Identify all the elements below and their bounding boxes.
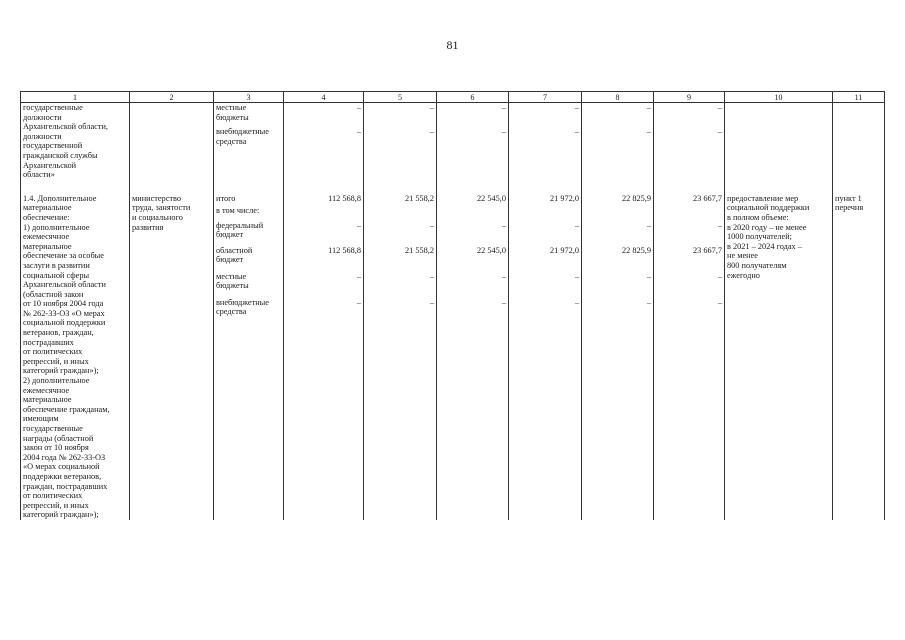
amount-value: – xyxy=(356,103,361,112)
amount-cell xyxy=(509,103,582,180)
text-line: внебюджетные xyxy=(216,297,269,307)
column-number: 1 xyxy=(21,92,130,103)
amount-value: 22 545,0 xyxy=(476,245,506,255)
measure-name-cell xyxy=(21,194,130,520)
amount-value: – xyxy=(717,103,722,112)
amount-cell xyxy=(582,103,654,180)
text-line: 2004 года № 262-33-ОЗ xyxy=(23,452,106,462)
text-line: заслуги в развитии xyxy=(23,260,90,270)
amount-value: – xyxy=(501,220,506,230)
amount-value: – xyxy=(717,220,722,230)
text-line: 800 получателям xyxy=(727,260,787,270)
text-line: внебюджетные xyxy=(216,127,269,136)
amount-value xyxy=(656,206,722,221)
text-line: области» xyxy=(23,170,55,180)
text-line: гражданской службы xyxy=(23,150,98,160)
text-line: областной xyxy=(216,245,253,255)
text-line: труда, занятости xyxy=(132,203,191,213)
measure-name-cell xyxy=(21,103,130,180)
text-line: материальное xyxy=(23,241,72,251)
text-line: репрессий, и иных xyxy=(23,500,89,510)
executor-cell xyxy=(130,103,214,180)
amount-cell xyxy=(364,194,437,520)
text-line: должности xyxy=(23,112,62,122)
text-line: категорий граждан»); xyxy=(23,510,99,520)
amount-value: 22 825,9 xyxy=(621,193,651,203)
text-line: категорий граждан»); xyxy=(23,366,99,376)
text-line: от политических xyxy=(23,491,83,501)
text-line: государственные xyxy=(23,103,83,112)
amount-value: – xyxy=(646,220,651,230)
text-line: бюджет xyxy=(216,255,244,265)
text-line: бюджеты xyxy=(216,281,249,291)
text-line: в том числе: xyxy=(216,205,260,215)
executor-cell xyxy=(130,194,214,520)
text-line: 2) дополнительное xyxy=(23,376,90,386)
text-line: предоставление мер xyxy=(727,193,799,203)
amount-value: 22 825,9 xyxy=(621,245,651,255)
text-line: граждан, пострадавших xyxy=(23,481,108,491)
text-line: федеральный xyxy=(216,220,264,230)
text-line: 1000 получателей; xyxy=(727,232,792,242)
amount-value: – xyxy=(574,127,579,136)
amount-cell xyxy=(437,103,509,180)
amount-cell xyxy=(654,194,725,520)
text-line: от 10 ноября 2004 года xyxy=(23,299,104,309)
amount-value: – xyxy=(356,127,361,136)
text-line: не менее xyxy=(727,251,758,261)
column-number: 9 xyxy=(654,92,725,103)
amount-cell xyxy=(284,194,364,520)
text-line: социальной поддержки xyxy=(727,203,810,213)
amount-value: 22 545,0 xyxy=(476,193,506,203)
amount-value: – xyxy=(574,297,579,307)
column-number: 2 xyxy=(130,92,214,103)
amount-value: – xyxy=(429,220,434,230)
amount-value: 23 667,7 xyxy=(692,245,722,255)
amount-value: – xyxy=(717,271,722,281)
text-line: местные xyxy=(216,103,247,112)
text-line: «О мерах социальной xyxy=(23,462,100,472)
amount-value: – xyxy=(429,271,434,281)
text-line: Архангельской области, xyxy=(23,122,108,132)
amount-value xyxy=(439,206,506,221)
text-line: социальной поддержки xyxy=(23,318,106,328)
reference-cell xyxy=(833,194,885,520)
text-line: средства xyxy=(216,307,247,317)
amount-cell xyxy=(582,194,654,520)
amount-value: – xyxy=(501,103,506,112)
amount-value: – xyxy=(574,271,579,281)
page-number: 81 xyxy=(446,38,459,52)
text-line: ежегодно xyxy=(727,270,760,280)
text-line: социальной сферы xyxy=(23,270,90,280)
amount-value: – xyxy=(501,297,506,307)
amount-value: – xyxy=(574,220,579,230)
text-line: ветеранов, граждан, xyxy=(23,328,94,338)
amount-value: – xyxy=(646,103,651,112)
text-line: материальное xyxy=(23,203,72,213)
text-line: 1) дополнительное xyxy=(23,222,90,232)
amount-value: – xyxy=(356,297,361,307)
amount-value: – xyxy=(429,103,434,112)
source-cell xyxy=(214,103,284,180)
text-line: № 262-33-ОЗ «О мерах xyxy=(23,308,105,318)
text-line: пострадавших xyxy=(23,337,74,347)
text-line: репрессий, и иных xyxy=(23,356,89,366)
text-line: в полном объеме: xyxy=(727,212,789,222)
text-line: ежемесячное xyxy=(23,232,70,242)
amount-value: – xyxy=(429,297,434,307)
amount-value: 21 558,2 xyxy=(404,193,434,203)
amount-value xyxy=(366,206,434,221)
amount-value: – xyxy=(646,297,651,307)
text-line: развития xyxy=(132,222,164,232)
amount-cell xyxy=(509,194,582,520)
text-line: обеспечение: xyxy=(23,212,70,222)
text-line: местные xyxy=(216,271,247,281)
text-line: пункт 1 xyxy=(835,193,862,203)
column-number-row xyxy=(21,92,885,103)
amount-value xyxy=(286,206,361,221)
column-number: 6 xyxy=(437,92,509,103)
text-line: от политических xyxy=(23,347,83,357)
amount-value: 23 667,7 xyxy=(692,193,722,203)
amount-value xyxy=(584,206,651,221)
text-line: имеющим xyxy=(23,414,59,424)
row-spacer xyxy=(21,180,885,194)
text-line: поддержки ветеранов, xyxy=(23,471,102,481)
text-line: материальное xyxy=(23,395,72,405)
column-number: 7 xyxy=(509,92,582,103)
text-line: закон от 10 ноября xyxy=(23,443,89,453)
text-line: обеспечение за особые xyxy=(23,251,104,261)
amount-value xyxy=(511,206,579,221)
amount-value: 21 972,0 xyxy=(549,245,579,255)
reference-cell xyxy=(833,103,885,180)
text-line: обеспечение гражданам, xyxy=(23,404,110,414)
amount-value: 21 972,0 xyxy=(549,193,579,203)
text-line: в 2021 – 2024 годах – xyxy=(727,241,802,251)
text-line: итого xyxy=(216,193,236,203)
amount-cell xyxy=(437,194,509,520)
text-line: министерство xyxy=(132,193,182,203)
amount-cell xyxy=(654,103,725,180)
column-number: 8 xyxy=(582,92,654,103)
text-line: (областной закон xyxy=(23,289,84,299)
amount-cell xyxy=(284,103,364,180)
text-line: 1.4. Дополнительное xyxy=(23,193,97,203)
text-line: перечня xyxy=(835,203,864,213)
text-line: государственные xyxy=(23,424,83,433)
column-number: 4 xyxy=(284,92,364,103)
column-number: 10 xyxy=(725,92,833,103)
text-line: средства xyxy=(216,136,247,146)
amount-value: 112 568,8 xyxy=(328,245,361,255)
amount-cell xyxy=(364,103,437,180)
amount-value: – xyxy=(356,271,361,281)
text-line: награды (областной xyxy=(23,433,94,443)
amount-value: – xyxy=(646,127,651,136)
program-table xyxy=(20,91,885,520)
amount-value: – xyxy=(717,127,722,136)
table-row-continuation xyxy=(21,103,885,180)
source-cell xyxy=(214,194,284,520)
text-line: Архангельской xyxy=(23,160,77,170)
result-cell xyxy=(725,194,833,520)
amount-value: – xyxy=(501,127,506,136)
text-line: Архангельской области xyxy=(23,280,106,290)
amount-value: – xyxy=(717,297,722,307)
text-line: должности xyxy=(23,131,62,141)
amount-value: – xyxy=(429,127,434,136)
amount-value: 112 568,8 xyxy=(328,193,361,203)
amount-value: – xyxy=(356,220,361,230)
amount-value: – xyxy=(574,103,579,112)
text-line: ежемесячное xyxy=(23,385,70,395)
text-line: государственной xyxy=(23,141,83,151)
amount-value: – xyxy=(501,271,506,281)
text-line: бюджеты xyxy=(216,112,249,122)
amount-value: 21 558,2 xyxy=(404,245,434,255)
amount-value: – xyxy=(646,271,651,281)
result-cell xyxy=(725,103,833,180)
text-line: в 2020 году – не менее xyxy=(727,222,807,232)
table-row-1-4 xyxy=(21,194,885,520)
column-number: 3 xyxy=(214,92,284,103)
text-line: бюджет xyxy=(216,230,244,240)
column-number: 5 xyxy=(364,92,437,103)
text-line: и социального xyxy=(132,212,183,222)
column-number: 11 xyxy=(833,92,885,103)
